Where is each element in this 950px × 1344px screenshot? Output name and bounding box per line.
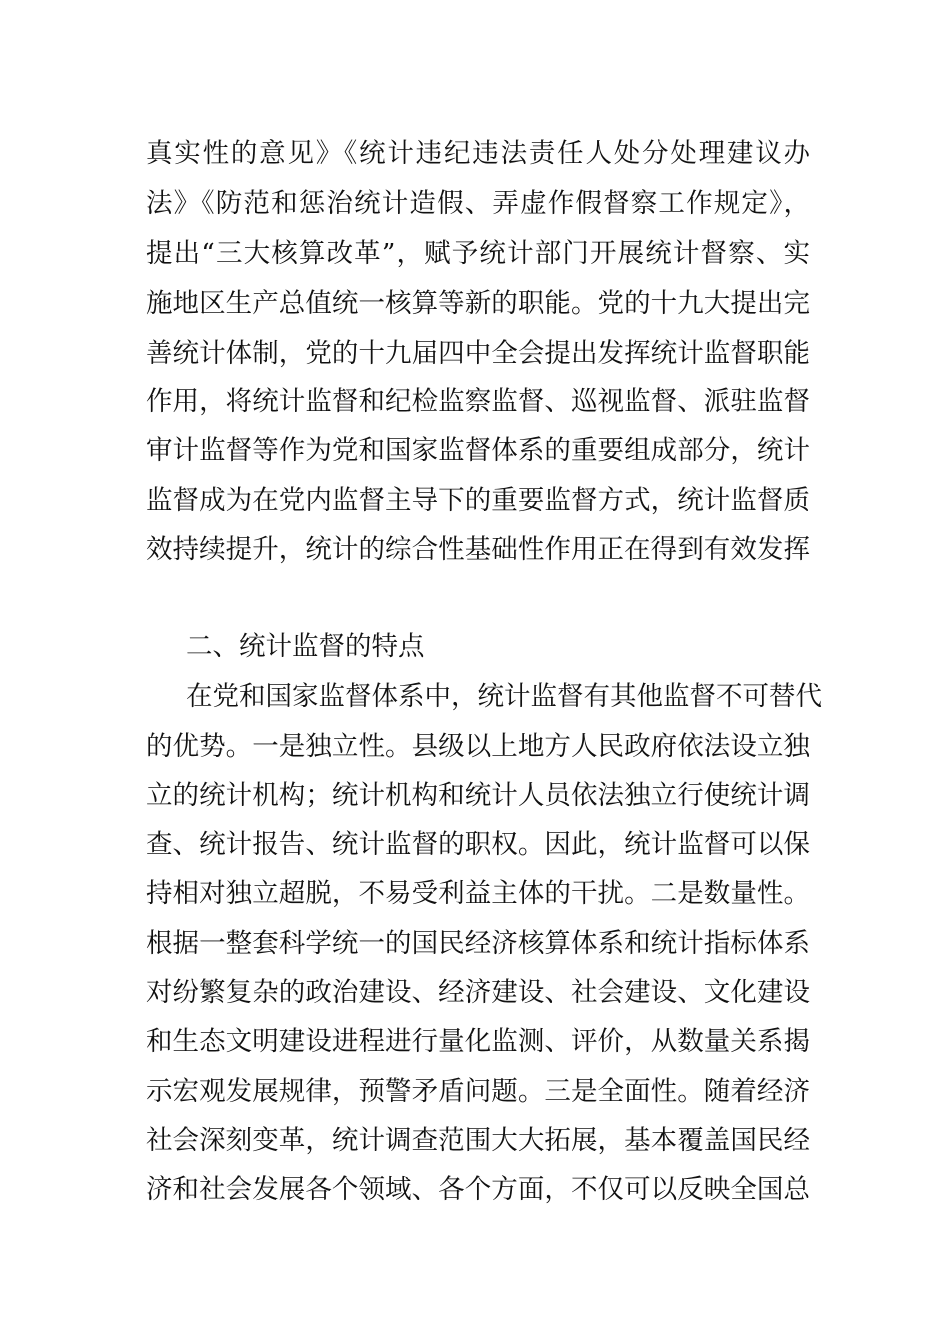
paragraph-2-line: 根据一整套科学统一的国民经济核算体系和统计指标体系: [146, 928, 810, 959]
paragraph-1-line: 善统计体制，党的十九届四中全会提出发挥统计监督职能: [146, 338, 810, 369]
paragraph-2-line: 持相对独立超脱，不易受利益主体的干扰。二是数量性。: [146, 878, 810, 909]
paragraph-2-line: 社会深刻变革，统计调查范围大大拓展，基本覆盖国民经: [146, 1125, 810, 1156]
paragraph-2-line: 立的统计机构；统计机构和统计人员依法独立行使统计调: [146, 780, 810, 811]
paragraph-2-line: 济和社会发展各个领域、各个方面，不仅可以反映全国总: [146, 1174, 810, 1205]
paragraph-2-line: 在党和国家监督体系中，统计监督有其他监督不可替代: [186, 681, 822, 712]
section-heading: 二、统计监督的特点: [186, 631, 425, 662]
paragraph-2-line: 对纷繁复杂的政治建设、经济建设、社会建设、文化建设: [146, 977, 810, 1008]
paragraph-2-line: 的优势。一是独立性。县级以上地方人民政府依法设立独: [146, 731, 810, 762]
paragraph-1-line: 效持续提升，统计的综合性基础性作用正在得到有效发挥: [146, 534, 810, 565]
paragraph-1-line: 法》《防范和惩治统计造假、弄虚作假督察工作规定》，: [146, 188, 810, 219]
paragraph-1-line: 施地区生产总值统一核算等新的职能。党的十九大提出完: [146, 288, 810, 319]
paragraph-2-line: 示宏观发展规律，预警矛盾问题。三是全面性。随着经济: [146, 1076, 810, 1107]
paragraph-1-line: 作用，将统计监督和纪检监察监督、巡视监督、派驻监督: [146, 386, 810, 417]
paragraph-1-line: 真实性的意见》《统计违纪违法责任人处分处理建议办: [146, 138, 810, 169]
paragraph-1-line: 审计监督等作为党和国家监督体系的重要组成部分，统计: [146, 435, 810, 466]
paragraph-1-line: 提出“三大核算改革”，赋予统计部门开展统计督察、实: [146, 238, 810, 269]
paragraph-2-line: 查、统计报告、统计监督的职权。因此，统计监督可以保: [146, 829, 810, 860]
paragraph-1-line: 监督成为在党内监督主导下的重要监督方式，统计监督质: [146, 485, 810, 516]
paragraph-2-line: 和生态文明建设进程进行量化监测、评价，从数量关系揭: [146, 1026, 810, 1057]
